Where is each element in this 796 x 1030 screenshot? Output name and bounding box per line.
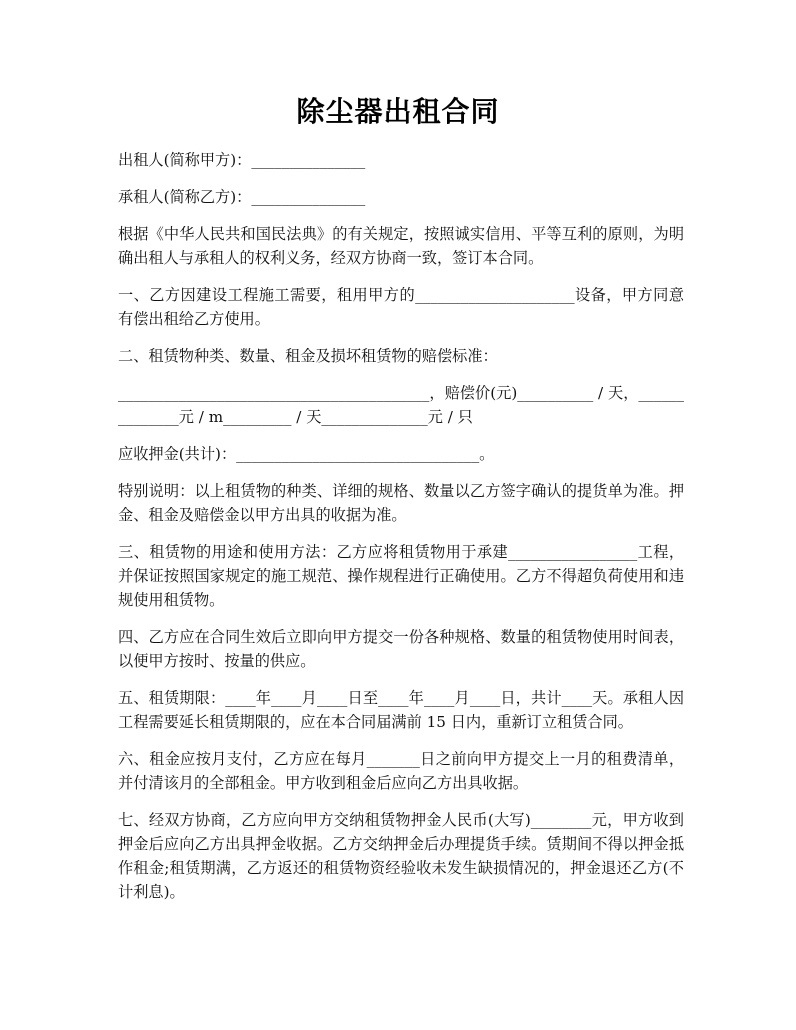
clause-1: 一、乙方因建设工程施工需要，租用甲方的_____________________设备，甲方同意有偿出租给乙方使用。 xyxy=(118,286,684,328)
preamble-paragraph: 根据《中华人民共和国民法典》的有关规定，按照诚实信用、平等互利的原则，为明确出租人与承租人的权利义务，经双方协商一致，签订本合同。 xyxy=(118,225,684,267)
clause-4: 四、乙方应在合同生效后立即向甲方提交一份各种规格、数量的租赁物使用时间表，以便甲方按时、按量的供应。 xyxy=(118,628,684,670)
document-title: 除尘器出租合同 xyxy=(296,95,500,128)
clause-5: 五、租赁期限：____年____月____日至____年____月____日，共计____天。承租人因工程需要延长租赁期限的，应在本合同届满前 15 日内，重新订立租赁合同。 xyxy=(118,689,684,731)
deposit-line: 应收押金(共计)：________________________________。 xyxy=(118,445,495,463)
clause-2-rates: _________________________________________，赔偿价(元)__________ / 天，______________元 / m_________ / 天______________元 / 只 xyxy=(118,384,684,426)
clause-7: 七、经双方协商，乙方应向甲方交纳租赁物押金人民币(大写)________元，甲方收到押金后应向乙方出具押金收据。乙方交纳押金后办理提货手续。赁期间不得以押金抵作租金;租赁期满，乙方返还的租赁物资经验收未发生缺损情况的，押金退还乙方(不计利息)。 xyxy=(118,811,684,901)
document-body xyxy=(118,148,684,917)
clause-3: 三、租赁物的用途和使用方法：乙方应将租赁物用于承建_________________工程，并保证按照国家规定的施工规范、操作规程进行正确使用。乙方不得超负荷使用和违规使用租赁物。 xyxy=(118,543,684,609)
special-note: 特别说明：以上租赁物的种类、详细的规格、数量以乙方签字确认的提货单为准。押金、租金及赔偿金以甲方出具的收据为准。 xyxy=(118,482,684,524)
lessor-line: 出租人(简称甲方)：_______________ xyxy=(118,151,366,169)
clause-6: 六、租金应按月支付，乙方应在每月_______日之前向甲方提交上一月的租费清单，并付清该月的全部租金。甲方收到租金后应向乙方出具收据。 xyxy=(118,750,684,792)
lessee-line: 承租人(简称乙方)：_______________ xyxy=(118,188,366,206)
clause-2-heading: 二、租赁物种类、数量、租金及损坏租赁物的赔偿标准： xyxy=(118,347,498,365)
